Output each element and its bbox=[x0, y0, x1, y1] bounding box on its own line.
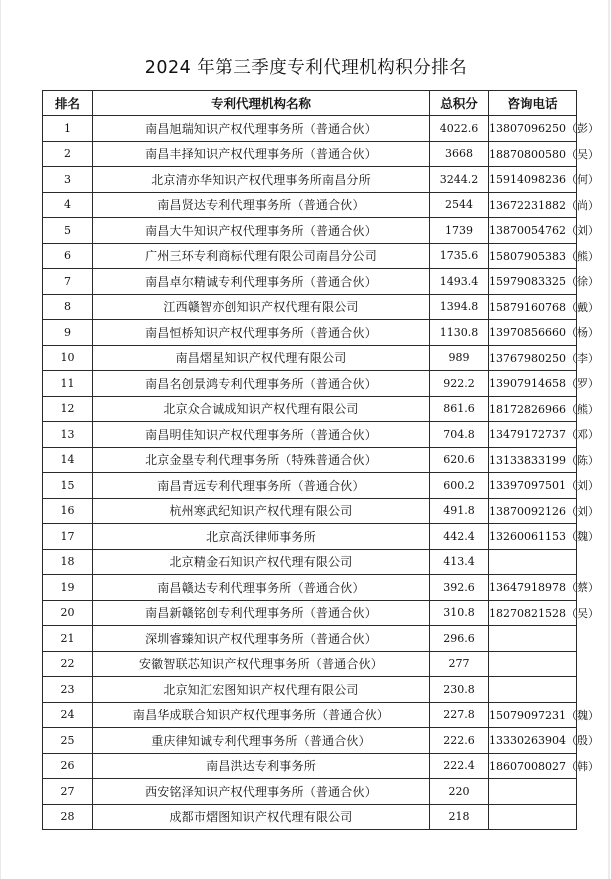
agency-name-cell: 北京众合诚成知识产权代理有限公司 bbox=[93, 396, 430, 422]
total-score-cell: 1735.6 bbox=[430, 243, 489, 269]
rank-cell: 9 bbox=[43, 320, 93, 346]
table-row bbox=[43, 677, 577, 703]
phone-cell: 18870800580（吴） bbox=[489, 141, 577, 167]
phone-cell: 13479172737（邓） bbox=[489, 422, 577, 448]
total-score-cell: 392.6 bbox=[430, 575, 489, 601]
rank-cell: 21 bbox=[43, 626, 93, 652]
agency-name-cell: 南昌卓尔精诚专利代理事务所（普通合伙） bbox=[93, 269, 430, 295]
header-rank: 排名 bbox=[43, 91, 93, 116]
agency-name-cell: 南昌新赣铭创专利代理事务所（普通合伙） bbox=[93, 600, 430, 626]
phone-cell: 13133833199（陈） bbox=[489, 447, 577, 473]
total-score-cell: 222.6 bbox=[430, 728, 489, 754]
agency-name-cell: 南昌名创景鸿专利代理事务所（普通合伙） bbox=[93, 371, 430, 397]
table-row bbox=[43, 473, 577, 499]
table-row bbox=[43, 192, 577, 218]
table-row bbox=[43, 320, 577, 346]
rank-cell: 20 bbox=[43, 600, 93, 626]
total-score-cell: 704.8 bbox=[430, 422, 489, 448]
phone-cell: 18270821528（吴） bbox=[489, 600, 577, 626]
table-row bbox=[43, 600, 577, 626]
total-score-cell: 230.8 bbox=[430, 677, 489, 703]
phone-cell bbox=[489, 651, 577, 677]
rank-cell: 3 bbox=[43, 167, 93, 193]
total-score-cell: 491.8 bbox=[430, 498, 489, 524]
rank-cell: 27 bbox=[43, 779, 93, 805]
table-row bbox=[43, 498, 577, 524]
table-row bbox=[43, 447, 577, 473]
rank-cell: 19 bbox=[43, 575, 93, 601]
total-score-cell: 600.2 bbox=[430, 473, 489, 499]
rank-cell: 2 bbox=[43, 141, 93, 167]
rank-cell: 10 bbox=[43, 345, 93, 371]
agency-name-cell: 南昌赣达专利代理事务所（普通合伙） bbox=[93, 575, 430, 601]
agency-name-cell: 成都市熠图知识产权代理有限公司 bbox=[93, 804, 430, 830]
table-row bbox=[43, 371, 577, 397]
phone-cell bbox=[489, 804, 577, 830]
agency-name-cell: 南昌明佳知识产权代理事务所（普通合伙） bbox=[93, 422, 430, 448]
rank-cell: 28 bbox=[43, 804, 93, 830]
agency-name-cell: 安徽智联芯知识产权代理事务所（普通合伙） bbox=[93, 651, 430, 677]
agency-name-cell: 北京清亦华知识产权代理事务所南昌分所 bbox=[93, 167, 430, 193]
total-score-cell: 3668 bbox=[430, 141, 489, 167]
agency-name-cell: 南昌大牛知识产权代理事务所（普通合伙） bbox=[93, 218, 430, 244]
rank-cell: 18 bbox=[43, 549, 93, 575]
rank-cell: 11 bbox=[43, 371, 93, 397]
rank-cell: 23 bbox=[43, 677, 93, 703]
agency-name-cell: 北京知汇宏图知识产权代理有限公司 bbox=[93, 677, 430, 703]
total-score-cell: 218 bbox=[430, 804, 489, 830]
total-score-cell: 1130.8 bbox=[430, 320, 489, 346]
phone-cell bbox=[489, 626, 577, 652]
table-row bbox=[43, 804, 577, 830]
total-score-cell: 989 bbox=[430, 345, 489, 371]
total-score-cell: 442.4 bbox=[430, 524, 489, 550]
total-score-cell: 620.6 bbox=[430, 447, 489, 473]
rank-cell: 7 bbox=[43, 269, 93, 295]
rank-cell: 6 bbox=[43, 243, 93, 269]
table-row bbox=[43, 243, 577, 269]
agency-name-cell: 南昌旭瑞知识产权代理事务所（普通合伙） bbox=[93, 116, 430, 142]
phone-cell: 13870054762（刘） bbox=[489, 218, 577, 244]
total-score-cell: 922.2 bbox=[430, 371, 489, 397]
phone-cell: 18172826966（熊） bbox=[489, 396, 577, 422]
table-row bbox=[43, 345, 577, 371]
agency-name-cell: 南昌青远专利代理事务所（普通合伙） bbox=[93, 473, 430, 499]
table-header-row bbox=[43, 91, 577, 116]
ranking-table bbox=[42, 90, 599, 830]
total-score-cell: 277 bbox=[430, 651, 489, 677]
table-row bbox=[43, 702, 577, 728]
phone-cell: 15079097231（魏） bbox=[489, 702, 577, 728]
agency-name-cell: 北京精金石知识产权代理有限公司 bbox=[93, 549, 430, 575]
table-row bbox=[43, 116, 577, 142]
rank-cell: 24 bbox=[43, 702, 93, 728]
table-row bbox=[43, 422, 577, 448]
table-row bbox=[43, 294, 577, 320]
total-score-cell: 310.8 bbox=[430, 600, 489, 626]
table-row bbox=[43, 269, 577, 295]
total-score-cell: 220 bbox=[430, 779, 489, 805]
total-score-cell: 227.8 bbox=[430, 702, 489, 728]
total-score-cell: 861.6 bbox=[430, 396, 489, 422]
table-row bbox=[43, 396, 577, 422]
phone-cell: 13672231882（尚） bbox=[489, 192, 577, 218]
table-row bbox=[43, 218, 577, 244]
table-row bbox=[43, 167, 577, 193]
phone-cell: 18607008027（韩） bbox=[489, 753, 577, 779]
header-agency-name: 专利代理机构名称 bbox=[93, 91, 430, 116]
agency-name-cell: 北京高沃律师事务所 bbox=[93, 524, 430, 550]
agency-name-cell: 西安铭泽知识产权代理事务所（普通合伙） bbox=[93, 779, 430, 805]
rank-cell: 4 bbox=[43, 192, 93, 218]
rank-cell: 16 bbox=[43, 498, 93, 524]
rank-cell: 5 bbox=[43, 218, 93, 244]
agency-name-cell: 南昌丰择知识产权代理事务所（普通合伙） bbox=[93, 141, 430, 167]
phone-cell: 15979083325（徐） bbox=[489, 269, 577, 295]
phone-cell: 13397097501（刘） bbox=[489, 473, 577, 499]
phone-cell: 13907914658（罗） bbox=[489, 371, 577, 397]
phone-cell: 15879160768（戴） bbox=[489, 294, 577, 320]
table-row bbox=[43, 779, 577, 805]
table-row bbox=[43, 524, 577, 550]
total-score-cell: 413.4 bbox=[430, 549, 489, 575]
rank-cell: 22 bbox=[43, 651, 93, 677]
rank-cell: 1 bbox=[43, 116, 93, 142]
phone-cell bbox=[489, 677, 577, 703]
agency-name-cell: 南昌洪达专利事务所 bbox=[93, 753, 430, 779]
table-row bbox=[43, 549, 577, 575]
phone-cell: 13647918978（蔡） bbox=[489, 575, 577, 601]
rank-cell: 26 bbox=[43, 753, 93, 779]
total-score-cell: 222.4 bbox=[430, 753, 489, 779]
table-row bbox=[43, 626, 577, 652]
phone-cell: 13330263904（殷） bbox=[489, 728, 577, 754]
total-score-cell: 1394.8 bbox=[430, 294, 489, 320]
table-row bbox=[43, 575, 577, 601]
phone-cell: 13767980250（李） bbox=[489, 345, 577, 371]
phone-cell bbox=[489, 549, 577, 575]
page-title: 2024 年第三季度专利代理机构积分排名 bbox=[144, 58, 468, 78]
header-total-score: 总积分 bbox=[430, 91, 489, 116]
rank-cell: 17 bbox=[43, 524, 93, 550]
rank-cell: 14 bbox=[43, 447, 93, 473]
agency-name-cell: 南昌恒桥知识产权代理事务所（普通合伙） bbox=[93, 320, 430, 346]
phone-cell: 13970856660（杨） bbox=[489, 320, 577, 346]
rank-cell: 12 bbox=[43, 396, 93, 422]
agency-name-cell: 重庆律知诚专利代理事务所（普通合伙） bbox=[93, 728, 430, 754]
total-score-cell: 1739 bbox=[430, 218, 489, 244]
table-row bbox=[43, 141, 577, 167]
phone-cell: 13260061153（魏） bbox=[489, 524, 577, 550]
agency-name-cell: 深圳睿臻知识产权代理事务所（普通合伙） bbox=[93, 626, 430, 652]
table-body bbox=[43, 116, 599, 830]
total-score-cell: 4022.6 bbox=[430, 116, 489, 142]
agency-name-cell: 南昌华成联合知识产权代理事务所（普通合伙） bbox=[93, 702, 430, 728]
agency-name-cell: 江西赣智亦创知识产权代理有限公司 bbox=[93, 294, 430, 320]
rank-cell: 15 bbox=[43, 473, 93, 499]
total-score-cell: 1493.4 bbox=[430, 269, 489, 295]
agency-name-cell: 广州三环专利商标代理有限公司南昌分公司 bbox=[93, 243, 430, 269]
phone-cell: 15807905383（熊） bbox=[489, 243, 577, 269]
rank-cell: 25 bbox=[43, 728, 93, 754]
total-score-cell: 296.6 bbox=[430, 626, 489, 652]
agency-name-cell: 杭州寒武纪知识产权代理有限公司 bbox=[93, 498, 430, 524]
phone-cell: 13870092126（刘） bbox=[489, 498, 577, 524]
phone-cell: 13807096250（彭） bbox=[489, 116, 577, 142]
rank-cell: 13 bbox=[43, 422, 93, 448]
header-phone: 咨询电话 bbox=[489, 91, 577, 116]
table-row bbox=[43, 753, 577, 779]
total-score-cell: 3244.2 bbox=[430, 167, 489, 193]
agency-name-cell: 南昌贤达专利代理事务所（普通合伙） bbox=[93, 192, 430, 218]
table-row bbox=[43, 728, 577, 754]
rank-cell: 8 bbox=[43, 294, 93, 320]
total-score-cell: 2544 bbox=[430, 192, 489, 218]
phone-cell: 15914098236（何） bbox=[489, 167, 577, 193]
agency-name-cell: 北京金塁专利代理事务所（特殊普通合伙） bbox=[93, 447, 430, 473]
table-row bbox=[43, 651, 577, 677]
agency-name-cell: 南昌熠星知识产权代理有限公司 bbox=[93, 345, 430, 371]
phone-cell bbox=[489, 779, 577, 805]
